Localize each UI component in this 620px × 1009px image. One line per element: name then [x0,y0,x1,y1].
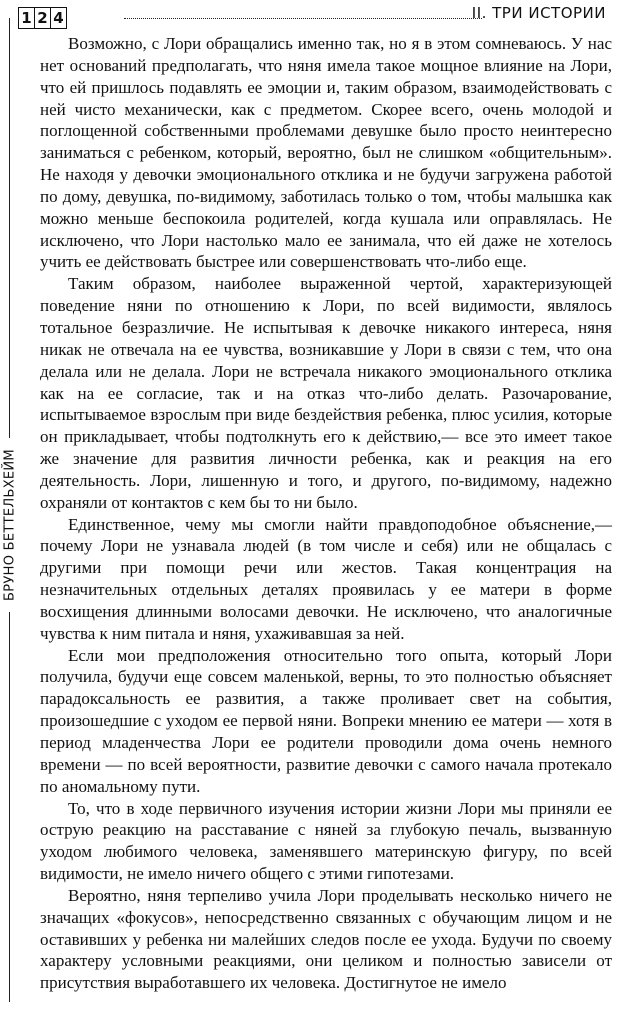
side-rule [9,18,10,438]
body-text [40,33,612,994]
side-rule [9,612,10,1002]
side-author-label [0,440,20,610]
paragraph: Вероятно, няня терпеливо учила Лори проделывать несколько ничего не значащих «фокусов», непосредственно связанных с обучающим лицом и не оставивших у ребенка ни малейших следов после ее ухода. Будучи по своему характеру условными реакциями, они целиком и полностью зависели от присутствия выработавшего их человека. Достигнутое не имело [40,885,612,993]
author-name: БРУНО БЕТТЕЛЬХЕЙМ [2,449,18,601]
page-number-digit: 2 [35,7,51,29]
paragraph: Возможно, с Лори обращались именно так, но я в этом сомневаюсь. У нас нет оснований предполагать, что няня имела такое мощное влияние на Лори, что ей пришлось подавлять ее эмоции и, таким образом, взаимодействовать с ней чисто механически, как с предметом. Скорее всего, очень молодой и поглощенной собственными проблемами девушке было просто неинтересно заниматься с ребенком, который, вероятно, был не слишком «общительным». Не находя у девочки эмоционального отклика и не будучи загружена работой по дому, девушка, по-видимому, заботилась только о том, чтобы малышка как можно меньше беспокоила родителей, когда кушала или оправлялась. Не исключено, что Лори настолько мало ее занимала, что ей даже не хотелось учить ее действовать быстрее или совершенствовать что-либо еще. [40,34,612,272]
paragraph: Таким образом, наиболее выраженной чертой, характеризующей поведение няни по отношению к Лори, по всей видимости, являлось тотальное безразличие. Не испытывая к девочке никакого интереса, няня никак не отвечала на ее чувства, возникавшие у Лори в связи с тем, что она делала или не делала. Лори не встречала никакого эмоционального отклика как на ее согласие, так и на отказ что-либо делать. Разочарование, испытываемое взрослым при виде бездействия ребенка, плюс усилия, которые он прикладывает, чтобы подтолкнуть его к действию,— все это имеет такое же значение для развития личности ребенка, как и реакция на его деятельность. Лори, лишенную и того, и другого, по-видимому, надежно охраняли от контактов с кем бы то ни было. [40,274,612,512]
paragraph: Единственное, чему мы смогли найти правдоподобное объяснение,— почему Лори не узнавала людей (в том числе и себя) или не общалась с другими при помощи речи или жестов. Такая концентрация на незначительных отдельных деталях проявилась у ее матери в форме восхищения длинными волосами девочки. Не исключено, что аналогичные чувства к ним питала и няня, ухаживавшая за ней. [40,514,612,643]
paragraph: Если мои предположения относительно того опыта, который Лори получила, будучи еще совсем маленькой, верны, то это полностью объясняет парадоксальность ее развития, а также проливает свет на события, произошедшие с уходом ее первой няни. Вопреки мнению ее матери — хотя в период младенчества Лори ее родители проводили дома очень немного времени — по всей вероятности, развитие девочки с самого начала протекало по аномальному пути. [40,645,612,796]
header-dotted-rule [124,18,482,19]
paragraph: То, что в ходе первичного изучения истории жизни Лори мы приняли ее острую реакцию на расставание с няней за глубокую печаль, вызванную уходом любимого человека, заменявшего материнскую фигуру, по всей видимости, не имело ничего общего с этими гипотезами. [40,798,612,884]
page-number-digit: 4 [51,7,67,29]
running-title: II. ТРИ ИСТОРИИ [471,4,606,22]
page-number [18,6,67,30]
page-header [0,0,620,34]
page-number-digit: 1 [18,7,35,29]
